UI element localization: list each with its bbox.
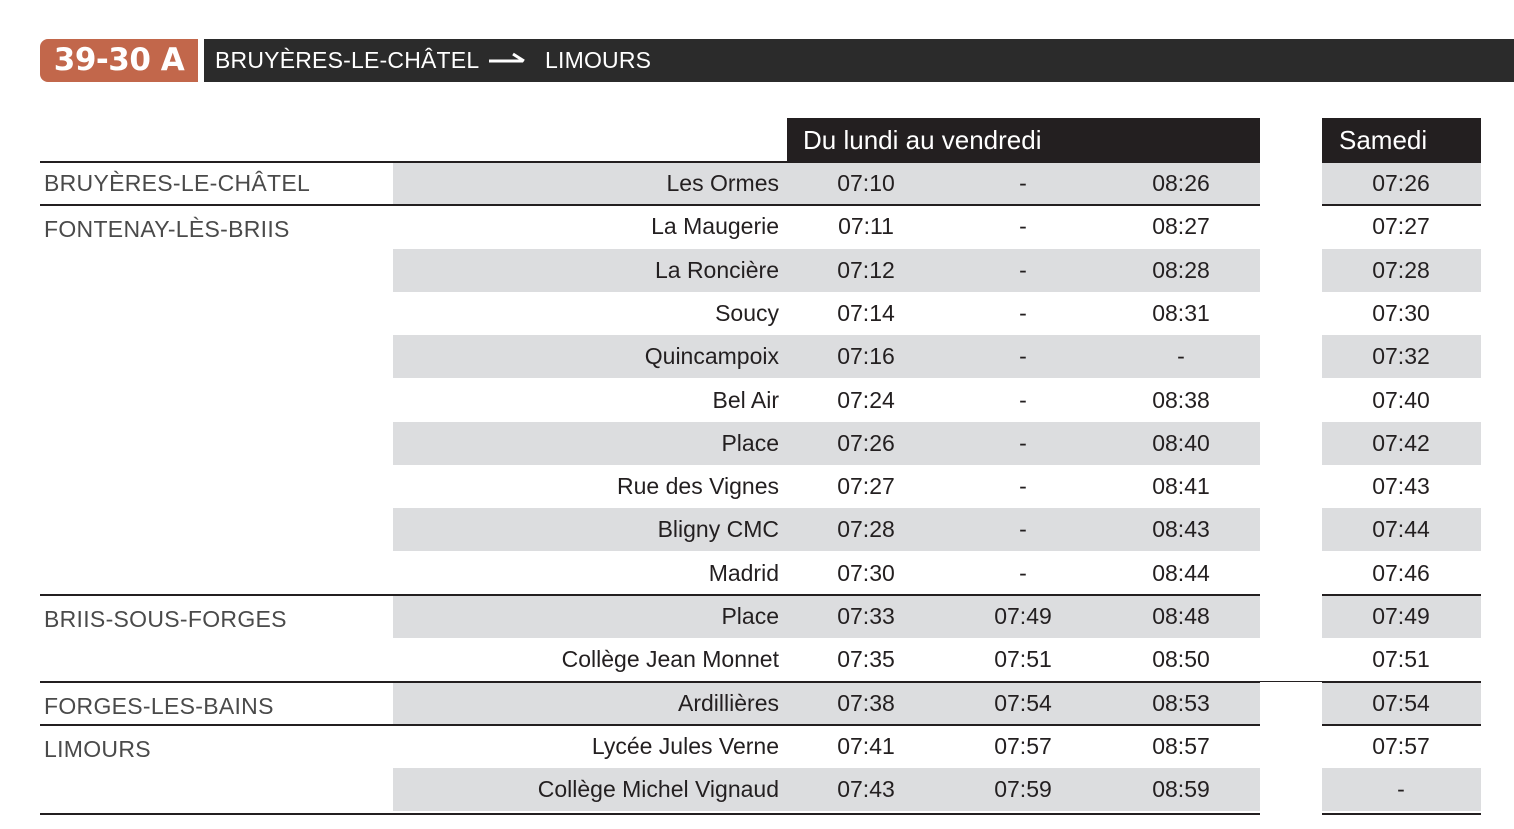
weekday-departure-time: - <box>1019 559 1027 586</box>
weekday-departure-time: 07:59 <box>994 776 1052 803</box>
weekday-departure-time: 07:16 <box>837 343 895 370</box>
weekday-departure-time: 07:11 <box>838 213 894 240</box>
table-bottom-rule-saturday <box>1322 813 1481 815</box>
commune-separator-saturday <box>1322 594 1481 596</box>
commune-separator <box>40 681 1260 683</box>
connector-rule <box>1260 681 1322 682</box>
saturday-departure-time: 07:26 <box>1372 170 1430 196</box>
commune-separator <box>40 204 1260 206</box>
weekday-departure-time: 08:41 <box>1152 473 1210 500</box>
weekday-departure-time: 07:51 <box>994 646 1052 673</box>
stop-name: Place <box>721 603 779 629</box>
stop-name: Collège Michel Vignaud <box>537 776 779 803</box>
weekday-departure-time: - <box>1019 213 1027 240</box>
saturday-departure-time: 07:40 <box>1372 386 1430 413</box>
route-origin: BRUYÈRES-LE-CHÂTEL <box>215 47 480 73</box>
weekday-departure-time: 08:43 <box>1152 516 1210 543</box>
commune-name: BRUYÈRES-LE-CHÂTEL <box>44 170 311 196</box>
weekday-departure-time: 08:38 <box>1152 386 1210 413</box>
weekday-departure-time: - <box>1019 256 1027 283</box>
weekday-departure-time: 07:33 <box>837 603 895 629</box>
stop-name: Rue des Vignes <box>617 473 779 500</box>
table-bottom-rule <box>40 813 1260 815</box>
weekday-departure-time: 08:53 <box>1152 689 1210 716</box>
weekday-departure-time: 08:50 <box>1152 646 1210 673</box>
stop-name: Soucy <box>715 299 779 326</box>
weekday-departure-time: 07:10 <box>837 170 895 196</box>
weekday-departure-time: 08:26 <box>1152 170 1210 196</box>
stop-name: Collège Jean Monnet <box>561 646 779 673</box>
commune-separator <box>40 594 1260 596</box>
commune-name: BRIIS-SOUS-FORGES <box>44 606 287 632</box>
weekday-departure-time: - <box>1019 516 1027 543</box>
commune-separator <box>40 161 1260 163</box>
weekday-departure-time: 08:57 <box>1152 732 1210 759</box>
weekday-departure-time: 07:54 <box>994 689 1052 716</box>
saturday-departure-time: 07:30 <box>1372 299 1430 326</box>
saturday-departure-time: 07:28 <box>1372 256 1430 283</box>
weekday-departure-time: 07:49 <box>994 603 1052 629</box>
weekday-departure-time: 07:26 <box>837 429 895 456</box>
stop-name: Bligny CMC <box>657 516 779 543</box>
saturday-departure-time: 07:51 <box>1372 646 1430 673</box>
stop-name: Bel Air <box>712 386 779 413</box>
saturday-departure-time: 07:54 <box>1372 689 1430 716</box>
saturday-departure-time: 07:42 <box>1372 429 1430 456</box>
weekday-departure-time: 07:57 <box>994 732 1052 759</box>
weekday-departure-time: 08:48 <box>1152 603 1210 629</box>
weekday-departure-time: 08:31 <box>1152 299 1210 326</box>
saturday-departure-time: 07:27 <box>1372 213 1430 240</box>
stop-name: Lycée Jules Verne <box>591 732 779 759</box>
weekday-departure-time: 07:12 <box>837 256 895 283</box>
weekday-departure-time: 07:38 <box>837 689 895 716</box>
saturday-column-header: Samedi <box>1322 118 1481 162</box>
stop-name: Les Ormes <box>666 170 779 196</box>
weekday-departure-time: - <box>1019 473 1027 500</box>
weekday-departure-time: - <box>1019 343 1027 370</box>
stop-name: Quincampoix <box>644 343 779 370</box>
weekday-departure-time: 07:28 <box>837 516 895 543</box>
weekday-departure-time: 07:27 <box>837 473 895 500</box>
commune-separator-saturday <box>1322 681 1481 683</box>
stop-name: La Maugerie <box>651 213 779 240</box>
saturday-departure-time: 07:32 <box>1372 343 1430 370</box>
saturday-departure-time: 07:44 <box>1372 516 1430 543</box>
commune-separator-saturday <box>1322 724 1481 726</box>
weekday-departure-time: 08:40 <box>1152 429 1210 456</box>
commune-separator <box>40 724 1260 726</box>
weekday-departure-time: 07:24 <box>837 386 895 413</box>
saturday-departure-time: - <box>1397 776 1405 803</box>
weekday-departure-time: 07:43 <box>837 776 895 803</box>
commune-name: FONTENAY-LÈS-BRIIS <box>44 216 290 243</box>
stop-name: Ardillières <box>678 689 779 716</box>
commune-separator-saturday <box>1322 161 1481 163</box>
weekday-departure-time: 07:41 <box>837 732 895 759</box>
weekday-departure-time: - <box>1019 299 1027 326</box>
weekday-departure-time: 07:30 <box>837 559 895 586</box>
weekday-departure-time: - <box>1019 386 1027 413</box>
stop-name: Place <box>721 429 779 456</box>
weekday-departure-time: - <box>1019 429 1027 456</box>
route-destination: LIMOURS <box>545 47 652 73</box>
stop-name: Madrid <box>708 559 779 586</box>
weekday-departure-time: 08:27 <box>1152 213 1210 240</box>
line-number-badge: 39-30 A <box>40 39 198 82</box>
weekday-departure-time: 07:14 <box>837 299 895 326</box>
commune-separator-saturday <box>1322 204 1481 206</box>
weekday-departure-time: - <box>1177 343 1185 370</box>
weekday-departure-time: 08:44 <box>1152 559 1210 586</box>
saturday-departure-time: 07:46 <box>1372 559 1430 586</box>
weekday-departure-time: - <box>1019 170 1027 196</box>
stop-name: La Roncière <box>654 256 779 283</box>
saturday-departure-time: 07:43 <box>1372 473 1430 500</box>
weekday-column-header: Du lundi au vendredi <box>787 118 1260 162</box>
weekday-departure-time: 08:28 <box>1152 256 1210 283</box>
saturday-departure-time: 07:57 <box>1372 732 1430 759</box>
commune-name: FORGES-LES-BAINS <box>44 692 274 719</box>
weekday-departure-time: 08:59 <box>1152 776 1210 803</box>
weekday-departure-time: 07:35 <box>837 646 895 673</box>
commune-name: LIMOURS <box>44 735 151 762</box>
direction-arrow-icon <box>487 52 527 68</box>
saturday-departure-time: 07:49 <box>1372 603 1430 629</box>
